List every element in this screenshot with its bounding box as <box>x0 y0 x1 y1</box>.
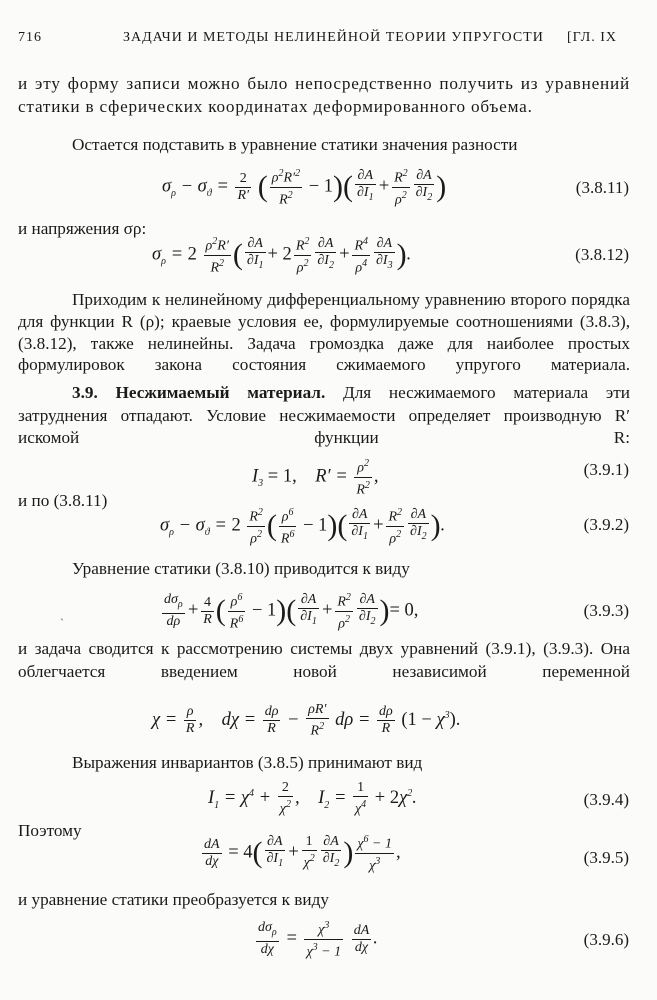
equation-3-9-5: $\frac{dA}{d\chi}$ = 4( $\frac{\partial A}{\partial I_1}$ + $\frac{1}{\chi^2}$ $\frac{\partial A}{\partial I_2}$ ) $\frac{\chi^6 - 1}{\chi^3}$ , <box>204 834 401 874</box>
equation-chi-substitution: χ = $\frac{\rho}{R}$ , dχ = $\frac{d\rho}{R}$ − $\frac{\rho R'}{R^2}$ dρ = $\frac{d\rho}{R}$ $(1 - \chi^3)$. <box>152 702 461 739</box>
paragraph-1: и эту форму записи можно было непосредственно получить из уравнений статики в сферических координатах деформированного объема. <box>18 74 630 116</box>
section-title: 3.9. Несжимаемый материал. <box>72 383 326 402</box>
paragraph-10: Поэтому <box>18 821 82 840</box>
paragraph-11: и уравнение статики преобразуется к виду <box>18 890 329 909</box>
equation-number-3-9-5: (3.9.5) <box>583 848 629 867</box>
equation-number-3-9-6: (3.9.6) <box>583 930 629 949</box>
paragraph-9: Выражения инвариантов (3.8.5) принимают вид <box>72 753 423 772</box>
equation-3-9-6: $d\sigma_\rho$ dχ = $\frac{\chi^3}{\chi^3 - 1}$ $\frac{dA}{d\chi}$ . <box>258 920 378 960</box>
equation-number-3-9-3: (3.9.3) <box>583 601 629 620</box>
equation-number-3-9-2: (3.9.2) <box>583 515 629 534</box>
chapter-label: [ГЛ. IX <box>567 30 617 45</box>
equation-number-3-9-1: (3.9.1) <box>583 460 629 479</box>
paragraph-7: Уравнение статики (3.8.10) приводится к виду <box>72 559 410 578</box>
equation-3-9-4: $I_1 = \chi^4$ + $\frac{2}{\chi^2}$ , $I_2$ = $\frac{1}{\chi^4}$ + $2\chi^2$. <box>208 780 417 817</box>
paragraph-2: Остается подставить в уравнение статики значения разности <box>72 135 518 154</box>
page-number: 716 <box>18 30 42 45</box>
paragraph-5: Для несжимаемого материала эти затруднения отпадают. Условие несжимаемости определяет производную R′ искомой функции R: <box>18 383 630 447</box>
equation-3-9-2: $\sigma_\rho - \sigma_ϑ = 2$ $\frac{R^2}{\rho^2}$ ( $\frac{\rho^6}{R^6}$ − 1)( $\frac{\partial A}{\partial I_1}$ + $\frac{R^2}{\rho^2}$ $\frac{\partial A}{\partial I_2}$ ). <box>160 507 446 547</box>
paragraph-4: Приходим к нелинейному дифференциальному уравнению второго порядка для функции R (ρ); краевые условия ее, формулируемые соотношениями (3.8.3), (3.8.12), также нелинейны. Задача громоздка даже для наиболее простых формулировок закона состояния сжимаемого упругого материала. <box>18 290 630 375</box>
running-title: ЗАДАЧИ И МЕТОДЫ НЕЛИНЕЙНОЙ ТЕОРИИ УПРУГОСТИ <box>123 30 544 45</box>
equation-number-3-9-4: (3.9.4) <box>583 790 629 809</box>
margin-mark: ˏ <box>60 607 64 621</box>
equation-3-9-1: $I_3 = 1$, R′ = $\frac{\rho^2}{R^2}$ , <box>252 458 379 498</box>
paragraph-6: и по (3.8.11) <box>18 491 108 510</box>
equation-number-3-8-11: (3.8.11) <box>575 178 629 197</box>
equation-number-3-8-12: (3.8.12) <box>575 245 629 264</box>
section-3-9 <box>18 382 630 450</box>
equation-3-8-12: $\sigma_\rho = 2$ $\frac{\rho^2R'}{R^2}$ ( $\frac{\partial A}{\partial I_1}$ + 2 $\frac{R^2}{\rho^2}$ $\frac{\partial A}{\partial I_2}$ + $\frac{R^4}{\rho^4}$ $\frac{\partial A}{\partial I_3}$ ). <box>152 236 412 276</box>
paragraph-3: и напряжения σρ: <box>18 219 147 238</box>
paragraph-8: и задача сводится к рассмотрению системы двух уравнений (3.9.1), (3.9.3). Она облегчается введением новой независимой переменной <box>18 639 630 681</box>
equation-3-8-11: $\sigma_\rho - \sigma_ϑ$ = $\frac{2}{R'}$ ( $\frac{\rho^2R'^2}{R^2}$ − 1)( $\frac{\partial A}{\partial I_1}$ + $\frac{R^2}{\rho^2}$ $\frac{\partial A}{\partial I_2}$ ) <box>162 168 447 208</box>
equation-3-9-3: $d\sigma_\rho$ dρ + $\frac{4}{R}$ ( $\frac{\rho^6}{R^6}$ − 1)( $\frac{\partial A}{\partial I_1}$ + $\frac{R^2}{\rho^2}$ $\frac{\partial A}{\partial I_2}$ )= 0, <box>164 592 419 632</box>
